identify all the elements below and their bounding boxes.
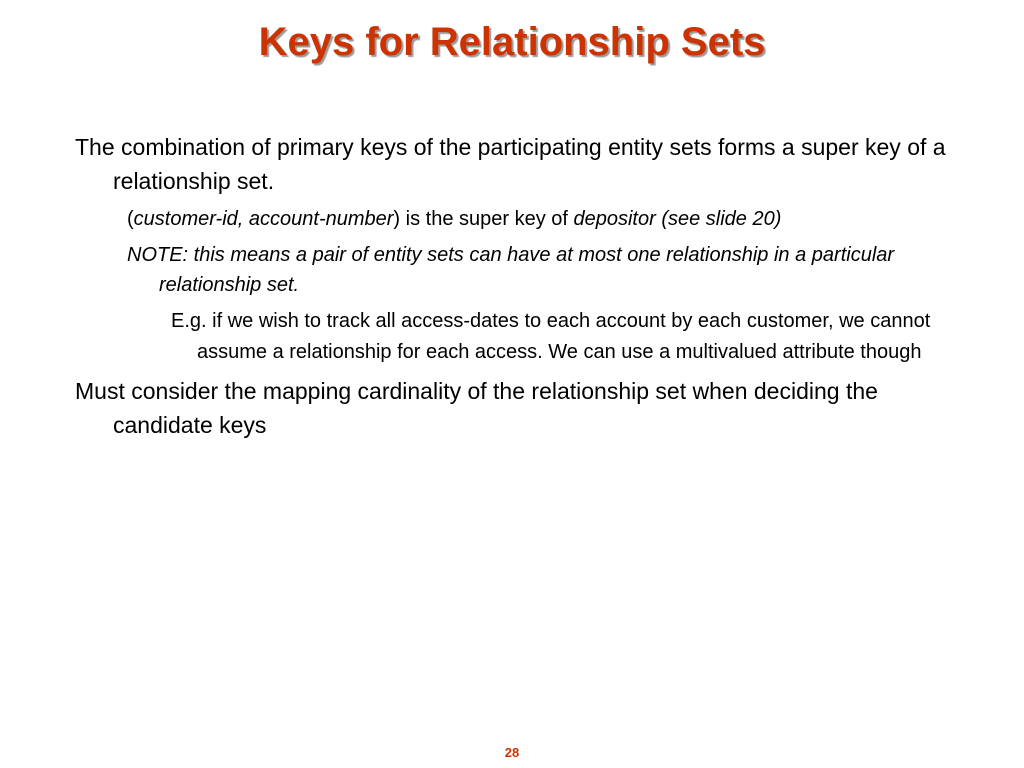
sub-sub-bullet-example: E.g. if we wish to track all access-dates to each account by each customer, we cannot assume a relationship for each access. We can use a multivalued attribute though [171,310,931,363]
sub-bullet-note: NOTE: this means a pair of entity sets can have at most one relationship in a particular relationship set. [127,244,895,296]
slide-title: Keys for Relationship Sets [258,20,766,64]
paren-open-text: ( [127,208,134,230]
depositor-reference-text: depositor (see slide 20) [573,208,782,230]
page-number: 28 [504,745,520,760]
key-attributes-text: customer-id, account-number [133,208,394,230]
bullet-primary-keys: The combination of primary keys of the participating entity sets forms a super key of a relationship set. [75,134,946,194]
slide-content [75,130,955,448]
super-key-text: ) is the super key of [393,208,574,230]
bullet-mapping-cardinality: Must consider the mapping cardinality of the relationship set when deciding the candidate keys [75,378,878,438]
sub-bullet-super-key-example [127,204,955,234]
